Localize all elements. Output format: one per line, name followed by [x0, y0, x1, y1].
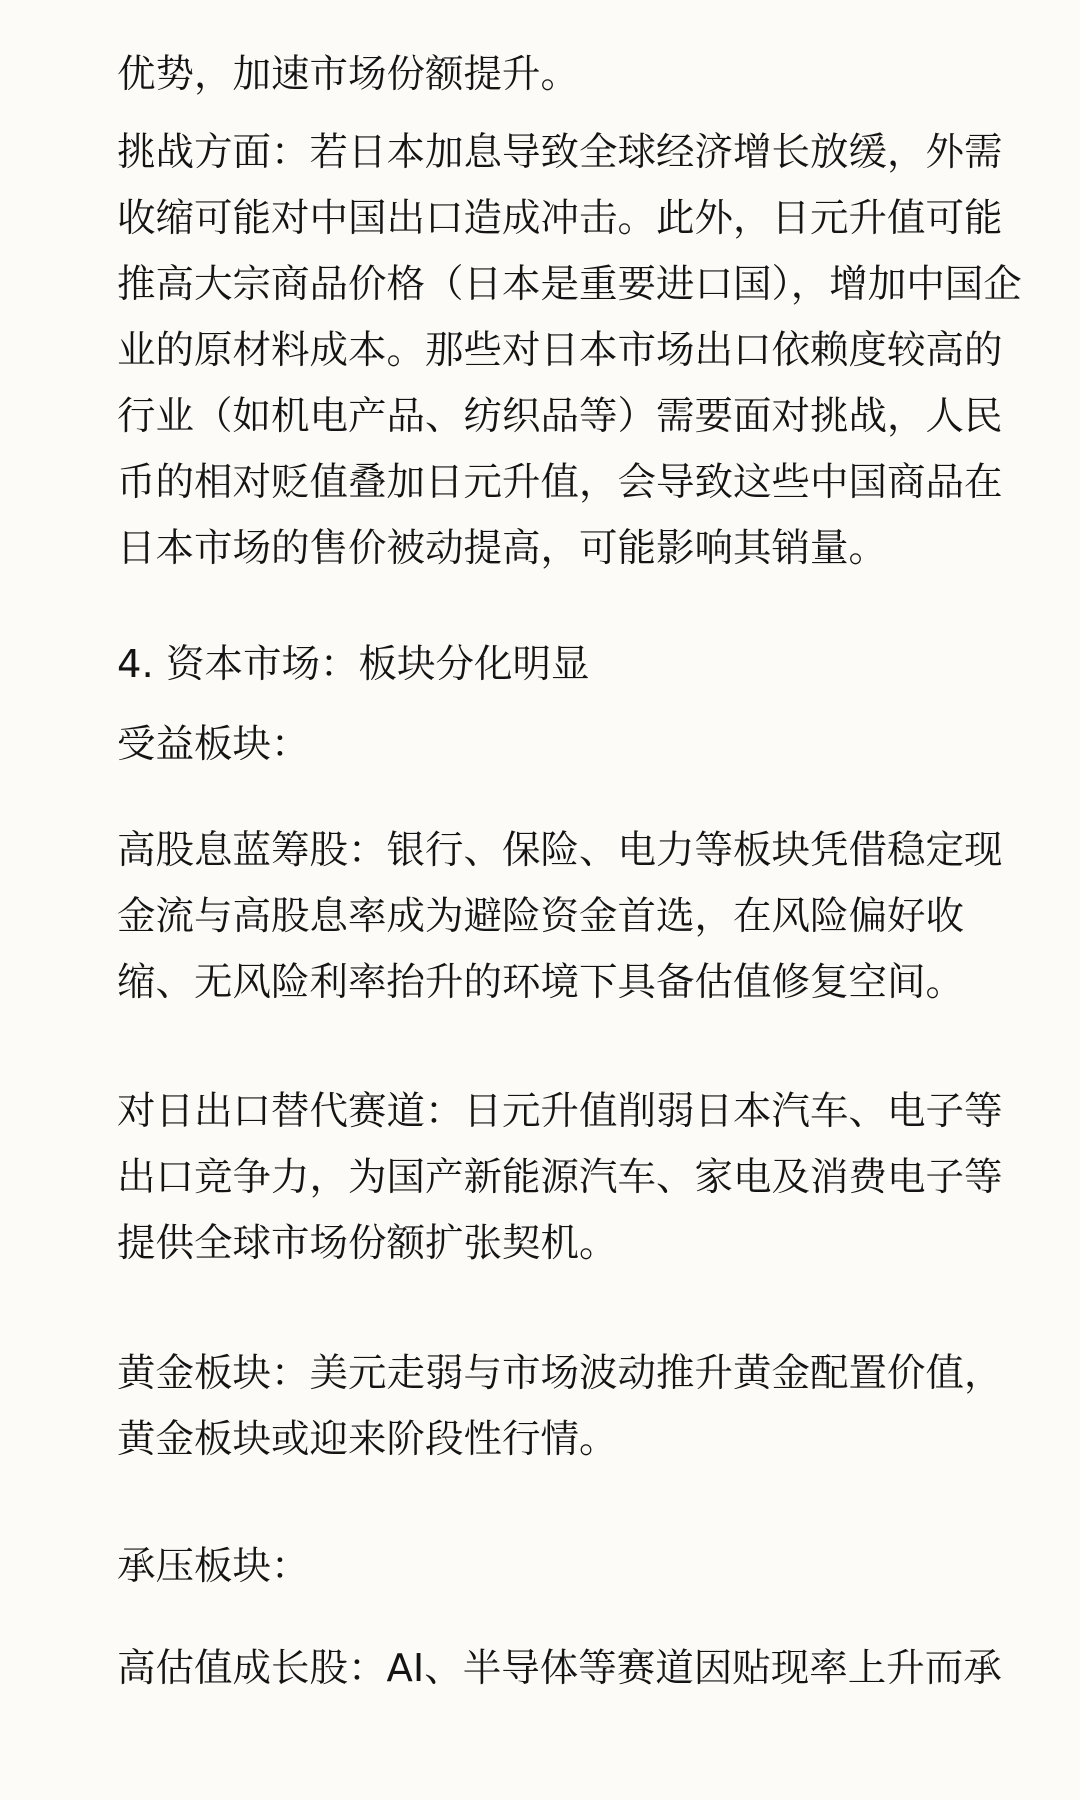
subheading-beneficiary-sectors: 受益板块：: [117, 722, 310, 767]
paragraph-challenges: 挑战方面：若日本加息导致全球经济增长放缓，外需收缩可能对中国出口造成冲击。此外，日元升值可能推高大宗商品价格（日本是重要进口国），增加中国企业的原材料成本。那些对日本市场出口依赖度较高的行业（如机电产品、纺织品等）需要面对挑战，人民币的相对贬值叠加日元升值，会导致这些中国商品在日本市场的售价被动提高，可能影响其销量。: [117, 130, 1022, 571]
section-heading-capital-market: 4. 资本市场：板块分化明显: [117, 642, 590, 687]
paragraph-advantage-tail: 优势，加速市场份额提升。: [117, 52, 580, 97]
paragraph-high-dividend-bluechips: 高股息蓝筹股：银行、保险、电力等板块凭借稳定现金流与高股息率成为避险资金首选，在风险偏好收缩、无风险利率抬升的环境下具备估值修复空间。: [117, 828, 1003, 1005]
paragraph-high-valuation-growth: 高估值成长股：AI、半导体等赛道因贴现率上升而承: [117, 1646, 1002, 1691]
paragraph-gold-sector: 黄金板块：美元走弱与市场波动推升黄金配置价值，黄金板块或迎来阶段性行情。: [117, 1351, 1003, 1462]
paragraph-export-substitution: 对日出口替代赛道：日元升值削弱日本汽车、电子等出口竞争力，为国产新能源汽车、家电及消费电子等提供全球市场份额扩张契机。: [117, 1089, 1003, 1266]
subheading-pressured-sectors: 承压板块：: [117, 1544, 310, 1589]
